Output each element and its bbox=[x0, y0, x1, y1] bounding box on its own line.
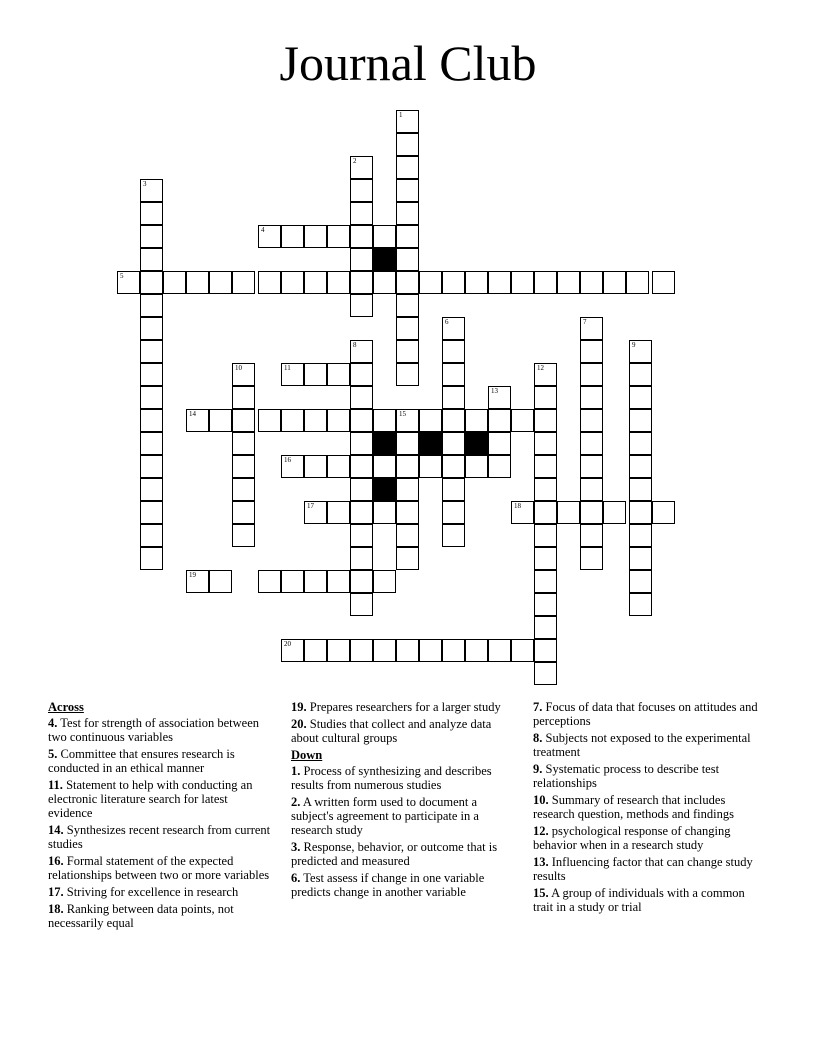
clue-text: Test for strength of association between two continuous variables bbox=[48, 716, 259, 744]
grid-cell[interactable] bbox=[350, 570, 373, 593]
grid-cell[interactable] bbox=[534, 639, 557, 662]
grid-cell[interactable] bbox=[350, 409, 373, 432]
grid-cell[interactable] bbox=[281, 409, 304, 432]
grid-cell[interactable] bbox=[304, 363, 327, 386]
across-header: Across bbox=[48, 700, 84, 714]
grid-cell[interactable] bbox=[209, 570, 232, 593]
grid-cell[interactable] bbox=[629, 409, 652, 432]
clue-number: 12 bbox=[537, 364, 544, 372]
grid-cell[interactable] bbox=[534, 547, 557, 570]
grid-cell[interactable] bbox=[511, 271, 534, 294]
clue-number-label: 19. bbox=[291, 700, 307, 714]
grid-cell[interactable] bbox=[396, 547, 419, 570]
clue-item bbox=[48, 716, 273, 744]
grid-cell[interactable] bbox=[419, 455, 442, 478]
grid-cell[interactable] bbox=[140, 317, 163, 340]
grid-cell[interactable] bbox=[442, 409, 465, 432]
grid-cell[interactable] bbox=[396, 202, 419, 225]
clue-number-label: 11. bbox=[48, 778, 63, 792]
clue-number-label: 9. bbox=[533, 762, 543, 776]
clue-item bbox=[533, 855, 768, 883]
grid-cell[interactable] bbox=[281, 363, 304, 386]
grid-cell[interactable] bbox=[350, 156, 373, 179]
grid-cell[interactable] bbox=[232, 271, 255, 294]
grid-cell[interactable] bbox=[281, 639, 304, 662]
grid-cell[interactable] bbox=[140, 248, 163, 271]
grid-cell[interactable] bbox=[232, 409, 255, 432]
clue-number-label: 4. bbox=[48, 716, 58, 730]
grid-cell[interactable] bbox=[465, 455, 488, 478]
grid-cell[interactable] bbox=[603, 501, 626, 524]
grid-cell[interactable] bbox=[629, 593, 652, 616]
grid-cell[interactable] bbox=[281, 271, 304, 294]
grid-cell[interactable] bbox=[580, 501, 603, 524]
clue-item bbox=[48, 747, 273, 775]
grid-cell[interactable] bbox=[534, 386, 557, 409]
grid-cell[interactable] bbox=[396, 179, 419, 202]
clue-text: Focus of data that focuses on attitudes and perceptions bbox=[533, 700, 758, 728]
grid-cell[interactable] bbox=[629, 340, 652, 363]
clue-number-label: 5. bbox=[48, 747, 58, 761]
grid-cell[interactable] bbox=[442, 478, 465, 501]
grid-cell[interactable] bbox=[396, 317, 419, 340]
clue-item bbox=[291, 795, 521, 837]
grid-cell[interactable] bbox=[232, 524, 255, 547]
clue-item bbox=[291, 764, 521, 792]
grid-cell[interactable] bbox=[140, 225, 163, 248]
grid-cell[interactable] bbox=[304, 570, 327, 593]
grid-cell[interactable] bbox=[442, 363, 465, 386]
grid-cell[interactable] bbox=[140, 501, 163, 524]
grid-cell[interactable] bbox=[488, 271, 511, 294]
grid-cell[interactable] bbox=[580, 409, 603, 432]
grid-cell[interactable] bbox=[209, 271, 232, 294]
clue-number-label: 2. bbox=[291, 795, 301, 809]
down-header: Down bbox=[291, 748, 323, 762]
grid-cell[interactable] bbox=[442, 271, 465, 294]
grid-cell[interactable] bbox=[396, 110, 419, 133]
grid-cell[interactable] bbox=[442, 524, 465, 547]
grid-cell[interactable] bbox=[396, 409, 419, 432]
clue-number-label: 7. bbox=[533, 700, 543, 714]
grid-cell[interactable] bbox=[327, 501, 350, 524]
grid-cell[interactable] bbox=[534, 478, 557, 501]
grid-cell[interactable] bbox=[626, 271, 649, 294]
grid-cell[interactable] bbox=[327, 271, 350, 294]
grid-cell[interactable] bbox=[140, 455, 163, 478]
grid-cell[interactable] bbox=[534, 409, 557, 432]
grid-cell[interactable] bbox=[140, 340, 163, 363]
clue-text: A group of individuals with a common trait in a study or trial bbox=[533, 886, 745, 914]
clue-number: 13 bbox=[491, 387, 498, 395]
grid-cell[interactable] bbox=[629, 524, 652, 547]
clue-number-label: 17. bbox=[48, 885, 64, 899]
grid-cell[interactable] bbox=[396, 156, 419, 179]
grid-cell[interactable] bbox=[629, 547, 652, 570]
grid-cell[interactable] bbox=[281, 455, 304, 478]
grid-cell[interactable] bbox=[140, 202, 163, 225]
grid-cell[interactable] bbox=[534, 432, 557, 455]
grid-cell[interactable] bbox=[580, 455, 603, 478]
clue-item bbox=[533, 762, 768, 790]
grid-cell[interactable] bbox=[580, 478, 603, 501]
clue-text: psychological response of changing behavior when in a research study bbox=[533, 824, 731, 852]
black-cell bbox=[465, 432, 488, 455]
grid-cell[interactable] bbox=[603, 271, 626, 294]
grid-cell[interactable] bbox=[580, 363, 603, 386]
clue-number: 2 bbox=[353, 157, 357, 165]
clue-number: 17 bbox=[307, 502, 314, 510]
clue-number: 4 bbox=[261, 226, 265, 234]
grid-cell[interactable] bbox=[629, 570, 652, 593]
grid-cell[interactable] bbox=[511, 639, 534, 662]
grid-cell[interactable] bbox=[350, 524, 373, 547]
clue-text: Striving for excellence in research bbox=[66, 885, 239, 899]
grid-cell[interactable] bbox=[534, 616, 557, 639]
grid-cell[interactable] bbox=[442, 317, 465, 340]
clue-text: Response, behavior, or outcome that is predicted and measured bbox=[291, 840, 498, 868]
grid-cell[interactable] bbox=[442, 432, 465, 455]
grid-cell[interactable] bbox=[232, 386, 255, 409]
grid-cell[interactable] bbox=[396, 478, 419, 501]
grid-cell[interactable] bbox=[350, 340, 373, 363]
clue-number: 8 bbox=[353, 341, 357, 349]
grid-cell[interactable] bbox=[629, 478, 652, 501]
grid-cell[interactable] bbox=[373, 455, 396, 478]
grid-cell[interactable] bbox=[232, 363, 255, 386]
grid-cell[interactable] bbox=[580, 340, 603, 363]
grid-cell[interactable] bbox=[140, 432, 163, 455]
clue-text: Subjects not exposed to the experimental treatment bbox=[533, 731, 751, 759]
clue-number-label: 13. bbox=[533, 855, 549, 869]
grid-cell[interactable] bbox=[442, 639, 465, 662]
clue-text: Summary of research that includes research question, methods and findings bbox=[533, 793, 734, 821]
grid-cell[interactable] bbox=[232, 432, 255, 455]
grid-cell[interactable] bbox=[419, 271, 442, 294]
grid-cell[interactable] bbox=[281, 225, 304, 248]
grid-cell[interactable] bbox=[350, 547, 373, 570]
clue-number-label: 1. bbox=[291, 764, 301, 778]
clue-text: Statement to help with conducting an electronic literature search for latest evidence bbox=[48, 778, 253, 820]
grid-cell[interactable] bbox=[327, 363, 350, 386]
grid-cell[interactable] bbox=[396, 340, 419, 363]
black-cell bbox=[373, 432, 396, 455]
grid-cell[interactable] bbox=[304, 271, 327, 294]
grid-cell[interactable] bbox=[140, 524, 163, 547]
grid-cell[interactable] bbox=[350, 248, 373, 271]
grid-cell[interactable] bbox=[419, 639, 442, 662]
clue-item bbox=[48, 778, 273, 820]
clue-number-label: 12. bbox=[533, 824, 549, 838]
grid-cell[interactable] bbox=[534, 524, 557, 547]
grid-cell[interactable] bbox=[304, 455, 327, 478]
grid-cell[interactable] bbox=[442, 340, 465, 363]
grid-cell[interactable] bbox=[442, 386, 465, 409]
grid-cell[interactable] bbox=[140, 363, 163, 386]
grid-cell[interactable] bbox=[350, 271, 373, 294]
grid-cell[interactable] bbox=[373, 225, 396, 248]
clue-item bbox=[291, 871, 521, 899]
clue-item bbox=[48, 885, 273, 899]
grid-cell[interactable] bbox=[511, 409, 534, 432]
clue-item bbox=[291, 840, 521, 868]
grid-cell[interactable] bbox=[488, 386, 511, 409]
grid-cell[interactable] bbox=[465, 639, 488, 662]
grid-cell[interactable] bbox=[304, 225, 327, 248]
grid-cell[interactable] bbox=[396, 524, 419, 547]
grid-cell[interactable] bbox=[350, 501, 373, 524]
clue-number: 15 bbox=[399, 410, 406, 418]
grid-cell[interactable] bbox=[327, 455, 350, 478]
clue-text: Prepares researchers for a larger study bbox=[309, 700, 501, 714]
grid-cell[interactable] bbox=[629, 363, 652, 386]
grid-cell[interactable] bbox=[396, 294, 419, 317]
grid-cell[interactable] bbox=[534, 271, 557, 294]
clue-number: 5 bbox=[120, 272, 124, 280]
grid-cell[interactable] bbox=[629, 432, 652, 455]
clue-item bbox=[291, 700, 521, 714]
grid-cell[interactable] bbox=[580, 271, 603, 294]
grid-cell[interactable] bbox=[163, 271, 186, 294]
clue-text: Ranking between data points, not necessarily equal bbox=[48, 902, 234, 930]
grid-cell[interactable] bbox=[140, 294, 163, 317]
clue-number-label: 14. bbox=[48, 823, 64, 837]
clue-text: Systematic process to describe test relationships bbox=[533, 762, 720, 790]
clue-number: 10 bbox=[235, 364, 242, 372]
grid-cell[interactable] bbox=[327, 639, 350, 662]
grid-cell[interactable] bbox=[373, 271, 396, 294]
grid-cell[interactable] bbox=[232, 501, 255, 524]
grid-cell[interactable] bbox=[327, 225, 350, 248]
grid-cell[interactable] bbox=[396, 363, 419, 386]
grid-cell[interactable] bbox=[534, 570, 557, 593]
clue-number: 16 bbox=[284, 456, 291, 464]
grid-cell[interactable] bbox=[534, 501, 557, 524]
grid-cell[interactable] bbox=[373, 501, 396, 524]
grid-cell[interactable] bbox=[396, 225, 419, 248]
clue-number: 19 bbox=[189, 571, 196, 579]
grid-cell[interactable] bbox=[396, 432, 419, 455]
clue-number: 9 bbox=[632, 341, 636, 349]
grid-cell[interactable] bbox=[350, 478, 373, 501]
grid-cell[interactable] bbox=[396, 455, 419, 478]
clue-number-label: 3. bbox=[291, 840, 301, 854]
grid-cell[interactable] bbox=[350, 593, 373, 616]
grid-cell[interactable] bbox=[580, 524, 603, 547]
clue-text: Process of synthesizing and describes results from numerous studies bbox=[291, 764, 492, 792]
grid-cell[interactable] bbox=[629, 455, 652, 478]
grid-cell[interactable] bbox=[580, 547, 603, 570]
grid-cell[interactable] bbox=[117, 271, 140, 294]
grid-cell[interactable] bbox=[442, 501, 465, 524]
grid-cell[interactable] bbox=[534, 363, 557, 386]
grid-cell[interactable] bbox=[258, 225, 281, 248]
grid-cell[interactable] bbox=[304, 409, 327, 432]
grid-cell[interactable] bbox=[140, 478, 163, 501]
grid-cell[interactable] bbox=[580, 386, 603, 409]
grid-cell[interactable] bbox=[580, 317, 603, 340]
grid-cell[interactable] bbox=[396, 501, 419, 524]
grid-cell[interactable] bbox=[350, 639, 373, 662]
grid-cell[interactable] bbox=[373, 570, 396, 593]
grid-cell[interactable] bbox=[629, 386, 652, 409]
clue-number: 18 bbox=[514, 502, 521, 510]
grid-cell[interactable] bbox=[350, 386, 373, 409]
clue-text: Test assess if change in one variable predicts change in another variable bbox=[291, 871, 485, 899]
grid-cell[interactable] bbox=[258, 271, 281, 294]
grid-cell[interactable] bbox=[396, 639, 419, 662]
clue-item bbox=[533, 731, 768, 759]
grid-cell[interactable] bbox=[304, 639, 327, 662]
clue-column-2 bbox=[291, 700, 521, 902]
clue-item bbox=[48, 854, 273, 882]
clue-number-label: 16. bbox=[48, 854, 64, 868]
clue-item bbox=[533, 886, 768, 914]
grid-cell[interactable] bbox=[488, 455, 511, 478]
black-cell bbox=[373, 248, 396, 271]
clue-number: 20 bbox=[284, 640, 291, 648]
grid-cell[interactable] bbox=[534, 662, 557, 685]
clue-item bbox=[533, 793, 768, 821]
clue-number-label: 6. bbox=[291, 871, 301, 885]
grid-cell[interactable] bbox=[465, 271, 488, 294]
grid-cell[interactable] bbox=[140, 179, 163, 202]
grid-cell[interactable] bbox=[140, 271, 163, 294]
grid-cell[interactable] bbox=[232, 478, 255, 501]
clue-number-label: 10. bbox=[533, 793, 549, 807]
grid-cell[interactable] bbox=[350, 432, 373, 455]
grid-cell[interactable] bbox=[557, 501, 580, 524]
clue-number-label: 15. bbox=[533, 886, 549, 900]
grid-cell[interactable] bbox=[350, 363, 373, 386]
grid-cell[interactable] bbox=[373, 639, 396, 662]
grid-cell[interactable] bbox=[534, 455, 557, 478]
grid-cell[interactable] bbox=[350, 179, 373, 202]
clue-item bbox=[533, 824, 768, 852]
grid-cell[interactable] bbox=[419, 409, 442, 432]
clue-text: Influencing factor that can change study results bbox=[533, 855, 753, 883]
grid-cell[interactable] bbox=[396, 133, 419, 156]
grid-cell[interactable] bbox=[140, 409, 163, 432]
grid-cell[interactable] bbox=[140, 547, 163, 570]
grid-cell[interactable] bbox=[557, 271, 580, 294]
grid-cell[interactable] bbox=[465, 409, 488, 432]
grid-cell[interactable] bbox=[652, 501, 675, 524]
grid-cell[interactable] bbox=[350, 455, 373, 478]
grid-cell[interactable] bbox=[140, 386, 163, 409]
grid-cell[interactable] bbox=[327, 570, 350, 593]
grid-cell[interactable] bbox=[327, 409, 350, 432]
clue-number-label: 20. bbox=[291, 717, 307, 731]
grid-cell[interactable] bbox=[258, 570, 281, 593]
clue-number-label: 18. bbox=[48, 902, 64, 916]
clue-column-3 bbox=[533, 700, 768, 917]
grid-cell[interactable] bbox=[534, 593, 557, 616]
grid-cell[interactable] bbox=[304, 501, 327, 524]
grid-cell[interactable] bbox=[209, 409, 232, 432]
black-cell bbox=[373, 478, 396, 501]
clue-number: 1 bbox=[399, 111, 403, 119]
grid-cell[interactable] bbox=[350, 225, 373, 248]
clue-text: Formal statement of the expected relationships between two or more variables bbox=[48, 854, 270, 882]
grid-cell[interactable] bbox=[373, 409, 396, 432]
grid-cell[interactable] bbox=[488, 432, 511, 455]
grid-cell[interactable] bbox=[580, 432, 603, 455]
grid-cell[interactable] bbox=[186, 570, 209, 593]
clue-item bbox=[291, 717, 521, 745]
grid-cell[interactable] bbox=[186, 271, 209, 294]
clue-text: Synthesizes recent research from current studies bbox=[48, 823, 271, 851]
clue-number: 14 bbox=[189, 410, 196, 418]
grid-cell[interactable] bbox=[652, 271, 675, 294]
clue-text: A written form used to document a subject's agreement to participate in a research study bbox=[291, 795, 479, 837]
clue-number: 11 bbox=[284, 364, 291, 372]
black-cell bbox=[419, 432, 442, 455]
grid-cell[interactable] bbox=[396, 271, 419, 294]
grid-cell[interactable] bbox=[488, 639, 511, 662]
grid-cell[interactable] bbox=[488, 409, 511, 432]
clue-number-label: 8. bbox=[533, 731, 543, 745]
grid-cell[interactable] bbox=[350, 202, 373, 225]
clue-item bbox=[48, 902, 273, 930]
grid-cell[interactable] bbox=[442, 455, 465, 478]
clue-item bbox=[533, 700, 768, 728]
grid-cell[interactable] bbox=[511, 501, 534, 524]
clue-number: 3 bbox=[143, 180, 147, 188]
clue-item bbox=[48, 823, 273, 851]
clue-column-1 bbox=[48, 700, 273, 933]
clue-text: Committee that ensures research is conducted in an ethical manner bbox=[48, 747, 235, 775]
grid-cell[interactable] bbox=[281, 570, 304, 593]
grid-cell[interactable] bbox=[186, 409, 209, 432]
grid-cell[interactable] bbox=[396, 248, 419, 271]
clue-text: Studies that collect and analyze data about cultural groups bbox=[291, 717, 492, 745]
grid-cell[interactable] bbox=[258, 409, 281, 432]
clue-number: 6 bbox=[445, 318, 449, 326]
puzzle-title: Journal Club bbox=[279, 35, 537, 91]
grid-cell[interactable] bbox=[350, 294, 373, 317]
grid-cell[interactable] bbox=[232, 455, 255, 478]
clue-number: 7 bbox=[583, 318, 587, 326]
grid-cell[interactable] bbox=[629, 501, 652, 524]
